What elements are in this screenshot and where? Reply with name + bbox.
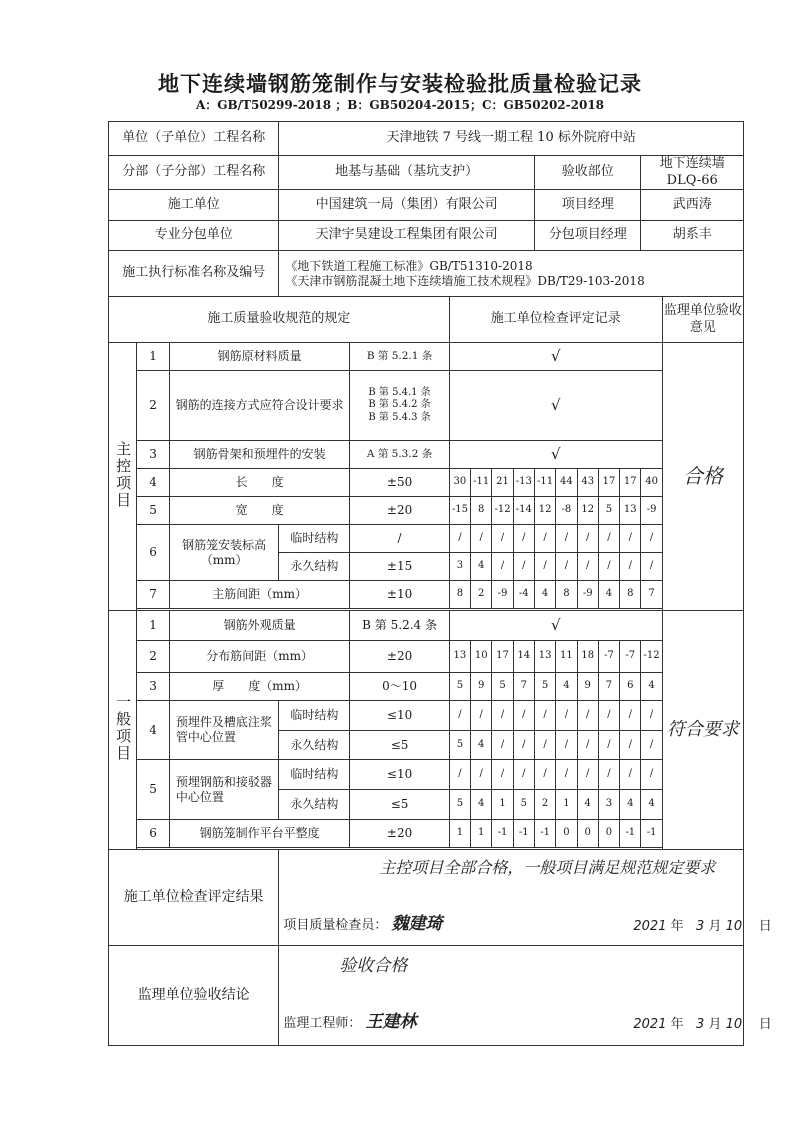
measured-value: 4	[471, 731, 492, 760]
measured-value: /	[577, 525, 598, 553]
measured-value: /	[620, 731, 641, 760]
measured-value: 9	[577, 673, 598, 701]
measured-value: -12	[641, 641, 662, 673]
measured-value: 18	[577, 641, 598, 673]
measured-value: -11	[534, 469, 555, 497]
unit-name-value: 天津地铁 7 号线一期工程 10 标外院府中站	[279, 122, 744, 156]
measured-value: /	[471, 525, 492, 553]
item-name: 预埋钢筋和接驳器中心位置	[169, 760, 279, 820]
measured-value: /	[534, 701, 555, 731]
project-manager-label: 项目经理	[534, 190, 640, 221]
measured-value: /	[598, 760, 619, 790]
measured-value: 4	[598, 581, 619, 609]
inspector-label: 项目质量检查员：	[283, 917, 388, 933]
measured-value: -7	[598, 641, 619, 673]
measured-value: /	[598, 701, 619, 731]
measured-value: 7	[513, 673, 534, 701]
measured-value: 3	[598, 790, 619, 820]
measured-value: /	[620, 525, 641, 553]
subcontractor-label: 专业分包单位	[109, 221, 279, 251]
measured-value: /	[534, 731, 555, 760]
supervisor-opinion-label: 监理单位验收意见	[662, 297, 743, 343]
standard-line-1: 《地下铁道工程施工标准》GB/T51310-2018	[285, 258, 533, 273]
item-no: 7	[137, 581, 169, 609]
measured-value: 13	[620, 497, 641, 525]
measured-value: 1	[471, 820, 492, 848]
measured-value: 8	[556, 581, 577, 609]
measured-value: 40	[641, 469, 662, 497]
main-opinion: 合格	[682, 464, 723, 488]
measured-value: -7	[620, 641, 641, 673]
general-opinion: 符合要求	[666, 718, 739, 740]
item-standard: ≤5	[350, 790, 449, 820]
item-no: 3	[137, 441, 169, 469]
measured-value: 4	[534, 581, 555, 609]
month-char: 月	[708, 918, 722, 934]
measured-value: /	[556, 760, 577, 790]
standards-subtitle: A：GB/T50299-2018 ；B：GB50204-2015；C：GB50202-2018	[195, 98, 605, 112]
item-no: 6	[137, 820, 169, 848]
contractor-result-text: 主控项目全部合格，一般项目满足规范规定要求	[379, 858, 716, 877]
measured-value: /	[471, 701, 492, 731]
item-name: 预埋件及槽底注浆管中心位置	[169, 701, 279, 760]
supervisor-date-year: 2021	[633, 1016, 667, 1032]
measured-value: /	[641, 525, 662, 553]
item-no: 2	[137, 371, 169, 441]
item-name: 钢筋笼制作平台平整度	[169, 820, 350, 848]
measured-value: 6	[620, 673, 641, 701]
measured-value: /	[492, 760, 513, 790]
measured-value: 4	[641, 673, 662, 701]
measured-value: /	[492, 553, 513, 581]
item-name: 钢筋原材料质量	[169, 343, 350, 371]
item-name: 长 度	[169, 469, 350, 497]
measured-value: 43	[577, 469, 598, 497]
measured-value: /	[534, 525, 555, 553]
item-sub-label: 永久结构	[279, 731, 350, 760]
accept-part-label: 验收部位	[534, 156, 640, 190]
unit-name-label: 单位（子单位）工程名称	[109, 122, 279, 156]
measured-value: -9	[641, 497, 662, 525]
main-group-label: 主控项目	[114, 440, 133, 509]
measured-value: /	[513, 553, 534, 581]
item-result: √	[449, 441, 662, 469]
item-name: 钢筋外观质量	[169, 611, 350, 641]
measured-value: 5	[449, 673, 470, 701]
measured-value: -11	[471, 469, 492, 497]
measured-value: /	[471, 760, 492, 790]
inspection-record-table	[108, 121, 772, 1046]
engineer-label: 监理工程师：	[283, 1015, 362, 1031]
measured-value: -1	[492, 820, 513, 848]
standard-line-2: 《天津市钢筋混凝土地下连续墙施工技术规程》DB/T29-103-2018	[285, 273, 645, 288]
item-sub-label: 临时结构	[279, 701, 350, 731]
measured-value: /	[556, 553, 577, 581]
year-char: 年	[670, 918, 684, 934]
measured-value: 0	[556, 820, 577, 848]
measured-value: /	[641, 701, 662, 731]
year-char: 年	[670, 1016, 684, 1032]
measured-value: 8	[449, 581, 470, 609]
measured-value: 4	[620, 790, 641, 820]
measured-value: 13	[449, 641, 470, 673]
measured-value: /	[534, 553, 555, 581]
measured-value: /	[598, 525, 619, 553]
measured-value: /	[620, 553, 641, 581]
measured-value: -14	[513, 497, 534, 525]
item-no: 5	[137, 760, 169, 820]
measured-value: 4	[471, 553, 492, 581]
measured-value: /	[577, 731, 598, 760]
day-char: 日	[758, 1016, 772, 1032]
record-label: 施工单位检查评定记录	[449, 297, 662, 343]
supervisor-date-day: 10	[725, 1016, 743, 1032]
sub-project-label: 分部（子分部）工程名称	[109, 156, 279, 190]
measured-value: /	[598, 731, 619, 760]
measured-value: -8	[556, 497, 577, 525]
measured-value: 4	[556, 673, 577, 701]
measured-value: /	[449, 525, 470, 553]
item-name: 钢筋笼安装标高（mm）	[169, 525, 279, 581]
item-standard: B 第 5.2.4 条	[350, 611, 449, 641]
item-no: 4	[137, 469, 169, 497]
measured-value: /	[534, 760, 555, 790]
item-standard: ±20	[350, 641, 449, 673]
item-standard: ±20	[350, 497, 449, 525]
measured-value: 1	[449, 820, 470, 848]
measured-value: 12	[577, 497, 598, 525]
measured-value: -4	[513, 581, 534, 609]
item-standard: ≤10	[350, 701, 449, 731]
measured-value: /	[641, 760, 662, 790]
measured-value: /	[513, 701, 534, 731]
measured-value: 8	[620, 581, 641, 609]
measured-value: /	[577, 553, 598, 581]
measured-value: /	[598, 553, 619, 581]
item-standard: ±10	[350, 581, 449, 609]
item-standard: /	[350, 525, 449, 553]
item-no: 1	[137, 343, 169, 371]
general-group-label: 一般项目	[114, 694, 133, 762]
measured-value: 5	[449, 731, 470, 760]
measured-value: 2	[471, 581, 492, 609]
measured-value: -1	[513, 820, 534, 848]
measured-value: 44	[556, 469, 577, 497]
measured-value: /	[492, 525, 513, 553]
inspector-signature: 魏建琦	[391, 913, 443, 934]
measured-value: 14	[513, 641, 534, 673]
item-standard: ≤10	[350, 760, 449, 790]
measured-value: 7	[598, 673, 619, 701]
contractor-date-day: 10	[725, 918, 743, 934]
item-name: 分布筋间距（mm）	[169, 641, 350, 673]
measured-value: 4	[471, 790, 492, 820]
measured-value: 2	[534, 790, 555, 820]
measured-value: 0	[598, 820, 619, 848]
sub-pm-label: 分包项目经理	[534, 221, 640, 251]
item-no: 1	[137, 611, 169, 641]
measured-value: 17	[598, 469, 619, 497]
item-no: 4	[137, 701, 169, 760]
measured-value: 9	[471, 673, 492, 701]
item-result: √	[449, 343, 662, 371]
measured-value: 5	[449, 790, 470, 820]
supervisor-result-text: 验收合格	[339, 956, 408, 976]
contractor-value: 中国建筑一局（集团）有限公司	[279, 190, 535, 221]
page-title: 地下连续墙钢筋笼制作与安装检验批质量检验记录	[158, 71, 642, 96]
measured-value: 12	[534, 497, 555, 525]
item-no: 6	[137, 525, 169, 581]
item-name: 宽 度	[169, 497, 350, 525]
contractor-label: 施工单位	[109, 190, 279, 221]
item-no: 3	[137, 673, 169, 701]
measured-value: /	[641, 731, 662, 760]
item-standard: ≤5	[350, 731, 449, 760]
measured-value: 21	[492, 469, 513, 497]
measured-value: /	[449, 760, 470, 790]
item-no: 2	[137, 641, 169, 673]
supervisor-result-label: 监理单位验收结论	[137, 986, 250, 1003]
contractor-date-month: 3	[696, 918, 705, 934]
measured-value: -13	[513, 469, 534, 497]
measured-value: 7	[641, 581, 662, 609]
measured-value: 17	[492, 641, 513, 673]
measured-value: 5	[492, 673, 513, 701]
item-sub-label: 临时结构	[279, 760, 350, 790]
engineer-signature: 王建林	[365, 1011, 417, 1032]
measured-value: -9	[577, 581, 598, 609]
measured-value: /	[620, 701, 641, 731]
measured-value: -15	[449, 497, 470, 525]
measured-value: /	[620, 760, 641, 790]
accept-part-value: 地下连续墙 DLQ-66	[641, 156, 744, 190]
measured-value: /	[513, 525, 534, 553]
measured-value: /	[556, 525, 577, 553]
measured-value: -9	[492, 581, 513, 609]
measured-value: /	[577, 701, 598, 731]
item-standard: B 第 5.4.1 条	[368, 386, 431, 398]
item-sub-label: 永久结构	[279, 553, 350, 581]
item-standard: B 第 5.2.1 条	[350, 343, 449, 371]
measured-value: 10	[471, 641, 492, 673]
subcontractor-value: 天津宇昊建设工程集团有限公司	[279, 221, 535, 251]
measured-value: /	[513, 731, 534, 760]
item-standard: 0～10	[350, 673, 449, 701]
measured-value: 11	[556, 641, 577, 673]
item-standard: ±20	[350, 820, 449, 848]
item-standard: ±50	[350, 469, 449, 497]
item-no: 5	[137, 497, 169, 525]
measured-value: 5	[534, 673, 555, 701]
supervisor-date-month: 3	[696, 1016, 705, 1032]
measured-value: /	[556, 701, 577, 731]
month-char: 月	[708, 1016, 722, 1032]
measured-value: 30	[449, 469, 470, 497]
item-result: √	[449, 611, 662, 641]
measured-value: 1	[556, 790, 577, 820]
item-standard: ±15	[350, 553, 449, 581]
project-manager-value: 武西涛	[641, 190, 744, 221]
measured-value: 5	[598, 497, 619, 525]
contractor-result-label: 施工单位检查评定结果	[123, 888, 264, 905]
item-standard: B 第 5.4.2 条	[368, 399, 431, 411]
measured-value: /	[449, 701, 470, 731]
item-standard: A 第 5.3.2 条	[350, 441, 449, 469]
measured-value: 3	[449, 553, 470, 581]
measured-value: -1	[620, 820, 641, 848]
measured-value: 4	[577, 790, 598, 820]
item-name: 钢筋的连接方式应符合设计要求	[169, 371, 350, 441]
spec-label: 施工质量验收规范的规定	[109, 297, 450, 343]
item-name: 主筋间距（mm）	[169, 581, 350, 609]
standard-label: 施工执行标准名称及编号	[109, 251, 279, 297]
item-name: 厚 度（mm）	[169, 673, 350, 701]
measured-value: 8	[471, 497, 492, 525]
measured-value: /	[641, 553, 662, 581]
measured-value: -12	[492, 497, 513, 525]
measured-value: 13	[534, 641, 555, 673]
measured-value: -1	[534, 820, 555, 848]
measured-value: 4	[641, 790, 662, 820]
measured-value: /	[577, 760, 598, 790]
contractor-date-year: 2021	[633, 918, 667, 934]
measured-value: /	[492, 731, 513, 760]
measured-value: 5	[513, 790, 534, 820]
day-char: 日	[758, 918, 772, 934]
sub-pm-value: 胡系丰	[641, 221, 744, 251]
measured-value: -1	[641, 820, 662, 848]
measured-value: 0	[577, 820, 598, 848]
item-name: 钢筋骨架和预埋件的安装	[169, 441, 350, 469]
item-standard: B 第 5.4.3 条	[368, 411, 431, 423]
measured-value: /	[492, 701, 513, 731]
item-sub-label: 临时结构	[279, 525, 350, 553]
measured-value: /	[556, 731, 577, 760]
measured-value: 17	[620, 469, 641, 497]
measured-value: 1	[492, 790, 513, 820]
sub-project-value: 地基与基础（基坑支护）	[279, 156, 535, 190]
measured-value: /	[513, 760, 534, 790]
item-sub-label: 永久结构	[279, 790, 350, 820]
item-result: √	[449, 371, 662, 441]
